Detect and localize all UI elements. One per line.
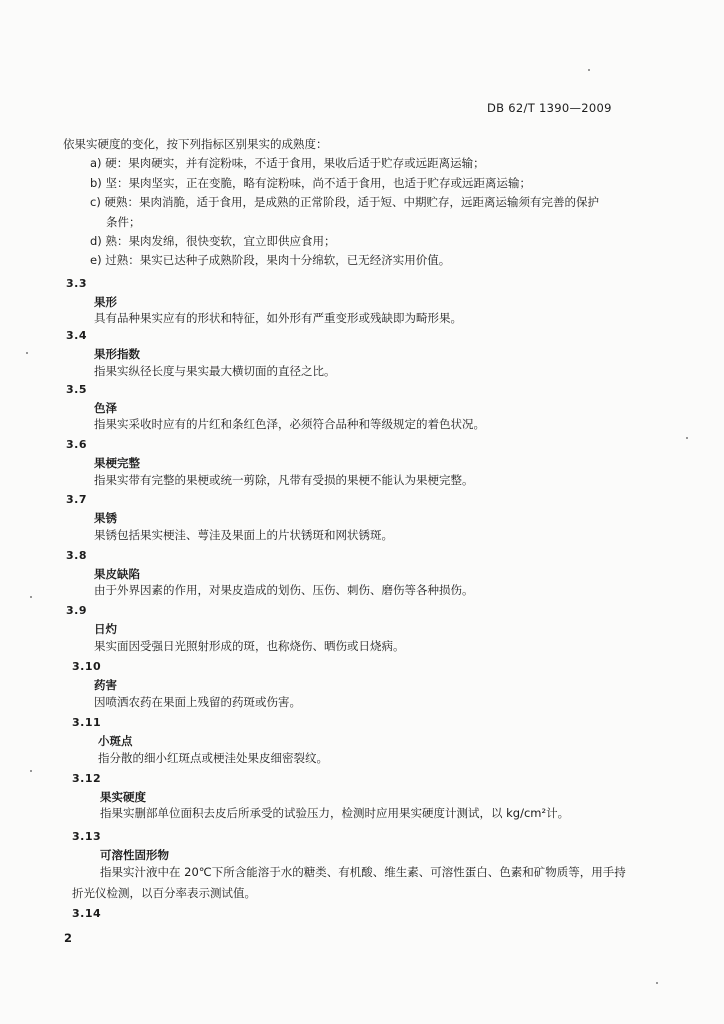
intro-lead: 依果实硬度的变化，按下列指标区别果实的成熟度：	[63, 137, 328, 151]
section-definition: 指果实汁液中在 20℃下所含能溶于水的糖类、有机酸、维生素、可溶性蛋白、色素和矿物质等，用手持	[100, 865, 626, 879]
intro-item-c: c) 硬熟：果肉消脆，适于食用，是成熟的正常阶段，适于短、中期贮存，远距离运输须有完善的保护	[90, 195, 599, 209]
intro-item-e: e) 过熟：果实已达种子成熟阶段，果肉十分绵软，已无经济实用价值。	[90, 253, 451, 267]
intro-item-b: b) 坚：果肉坚实，正在变脆，略有淀粉味，尚不适于食用，也适于贮存或远距离运输；	[90, 176, 531, 190]
section-term: 果皮缺陷	[94, 567, 140, 581]
section-term: 小斑点	[98, 734, 133, 748]
section-definition-continued: 折光仪检测，以百分率表示测试值。	[72, 886, 256, 900]
section-number: 3.9	[66, 604, 87, 617]
section-term: 果梗完整	[94, 456, 140, 470]
section-number: 3.3	[66, 277, 87, 290]
section-term: 色泽	[94, 401, 117, 415]
section-number: 3.5	[66, 383, 87, 396]
section-number: 3.6	[66, 438, 87, 451]
section-term: 果锈	[94, 511, 117, 525]
section-definition: 因喷洒农药在果面上残留的药斑或伤害。	[94, 695, 301, 709]
page-number: 2	[64, 931, 73, 945]
section-term: 可溶性固形物	[100, 848, 169, 862]
section-definition: 指果实删部单位面积去皮后所承受的试验压力，检测时应用果实硬度计测试，以 kg/cm²计。	[100, 806, 570, 820]
section-number: 3.12	[72, 772, 102, 785]
section-definition: 指分散的细小红斑点或梗洼处果皮细密裂纹。	[98, 751, 328, 765]
section-definition: 具有品种果实应有的形状和特征，如外形有严重变形或残缺即为畸形果。	[94, 311, 462, 325]
scan-speck	[686, 437, 688, 439]
scan-speck	[656, 982, 658, 984]
section-definition: 果锈包括果实梗洼、萼洼及果面上的片状锈斑和网状锈斑。	[94, 528, 393, 542]
section-number: 3.14	[72, 907, 102, 920]
section-definition: 果实面因受强日光照射形成的斑，也称烧伤、晒伤或日烧病。	[94, 639, 405, 653]
section-term: 果形	[94, 295, 117, 309]
section-definition: 指果实纵径长度与果实最大横切面的直径之比。	[94, 364, 336, 378]
intro-item-a: a) 硬：果肉硬实，并有淀粉味，不适于食用，果收后适于贮存或远距离运输；	[90, 156, 485, 170]
intro-item-c-cont: 条件；	[106, 215, 141, 229]
intro-item-d: d) 熟：果肉发绵，很快变软，宜立即供应食用；	[90, 234, 336, 248]
section-definition: 指果实带有完整的果梗或统一剪除，凡带有受损的果梗不能认为果梗完整。	[94, 473, 474, 487]
section-number: 3.13	[72, 830, 102, 843]
scan-speck	[588, 69, 590, 71]
section-number: 3.10	[72, 660, 102, 673]
section-number: 3.7	[66, 493, 87, 506]
section-term: 日灼	[94, 622, 117, 636]
section-term: 果形指数	[94, 347, 140, 361]
section-number: 3.11	[72, 716, 102, 729]
section-term: 果实硬度	[100, 790, 146, 804]
section-definition: 由于外界因素的作用，对果皮造成的划伤、压伤、刺伤、磨伤等各种损伤。	[94, 583, 474, 597]
scan-speck	[26, 352, 28, 354]
scan-speck	[30, 770, 32, 772]
scan-speck	[30, 596, 32, 598]
section-term: 药害	[94, 678, 117, 692]
section-number: 3.8	[66, 549, 87, 562]
section-definition: 指果实采收时应有的片红和条红色泽，必须符合品种和等级规定的着色状况。	[94, 417, 485, 431]
standard-code: DB 62/T 1390—2009	[487, 101, 612, 115]
section-number: 3.4	[66, 329, 87, 342]
